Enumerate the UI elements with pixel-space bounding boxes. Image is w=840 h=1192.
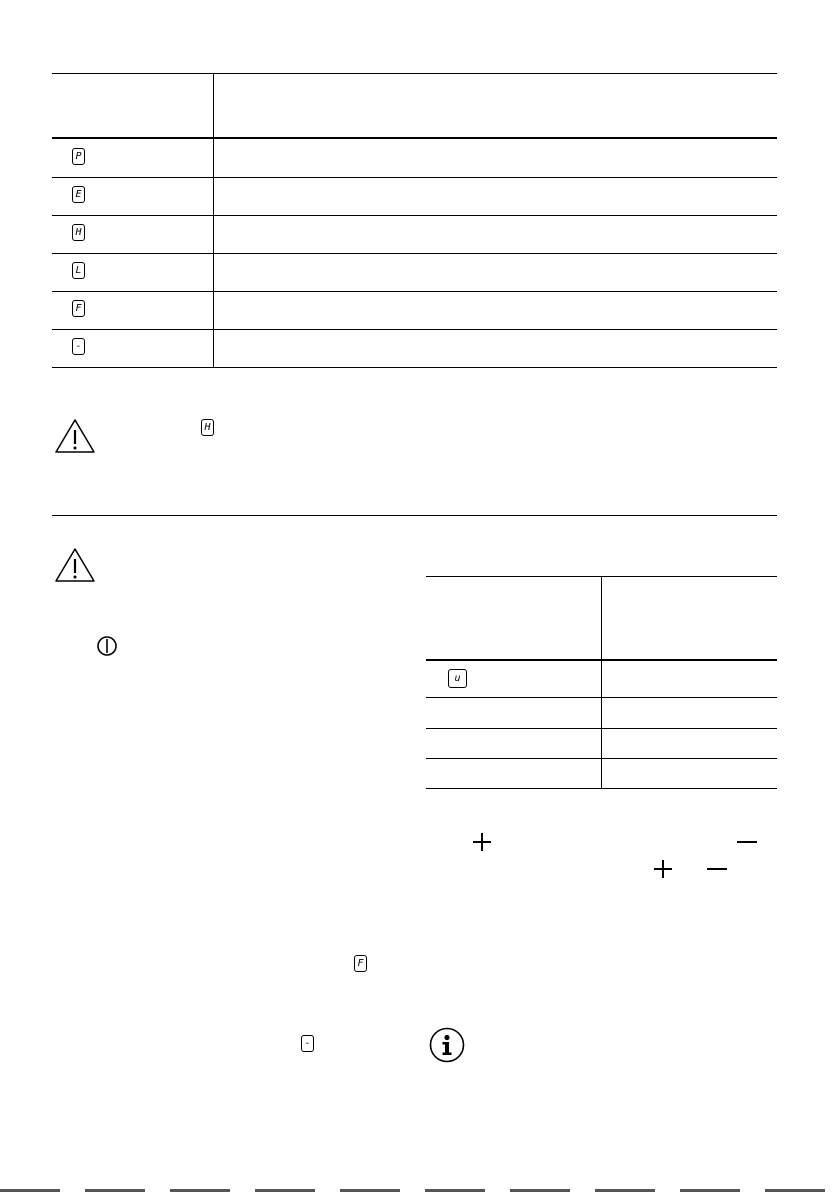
display-e-icon — [72, 186, 85, 203]
display-u-icon — [448, 669, 467, 688]
table-header-divider — [52, 137, 777, 139]
table-row-divider — [52, 215, 777, 216]
table-top-border — [52, 73, 777, 74]
display-h-icon — [201, 419, 214, 436]
glyph: - — [304, 1037, 311, 1049]
glyph: - — [75, 340, 82, 352]
glyph: u — [454, 672, 461, 684]
display-h-icon — [72, 224, 85, 241]
glyph: L — [75, 264, 82, 276]
display-dash-icon — [72, 338, 85, 355]
minus-icon — [706, 859, 728, 879]
table-row-divider — [52, 177, 777, 178]
table-column-divider — [601, 576, 602, 788]
info-icon — [429, 1027, 465, 1063]
warning-triangle-icon — [54, 418, 96, 454]
plus-icon — [653, 859, 673, 879]
warning-triangle-icon — [54, 547, 96, 583]
display-p-icon — [72, 148, 85, 165]
glyph: F — [357, 957, 364, 969]
plus-icon — [472, 832, 492, 852]
power-icon — [96, 635, 118, 657]
glyph: P — [75, 150, 82, 162]
table-row-divider — [52, 253, 777, 254]
display-f-icon — [354, 955, 367, 972]
glyph: H — [204, 421, 211, 433]
display-dash-icon — [301, 1035, 314, 1052]
table-bottom-border — [52, 367, 777, 368]
glyph: E — [75, 188, 82, 200]
table-column-divider — [213, 73, 214, 368]
table-row-divider — [52, 329, 777, 330]
table-row-divider — [52, 291, 777, 292]
table-bottom-border — [426, 788, 777, 789]
section-divider — [52, 515, 777, 516]
glyph: H — [75, 226, 82, 238]
display-l-icon — [72, 262, 85, 279]
glyph: F — [75, 302, 82, 314]
minus-icon — [736, 832, 758, 852]
display-f-icon — [72, 300, 85, 317]
